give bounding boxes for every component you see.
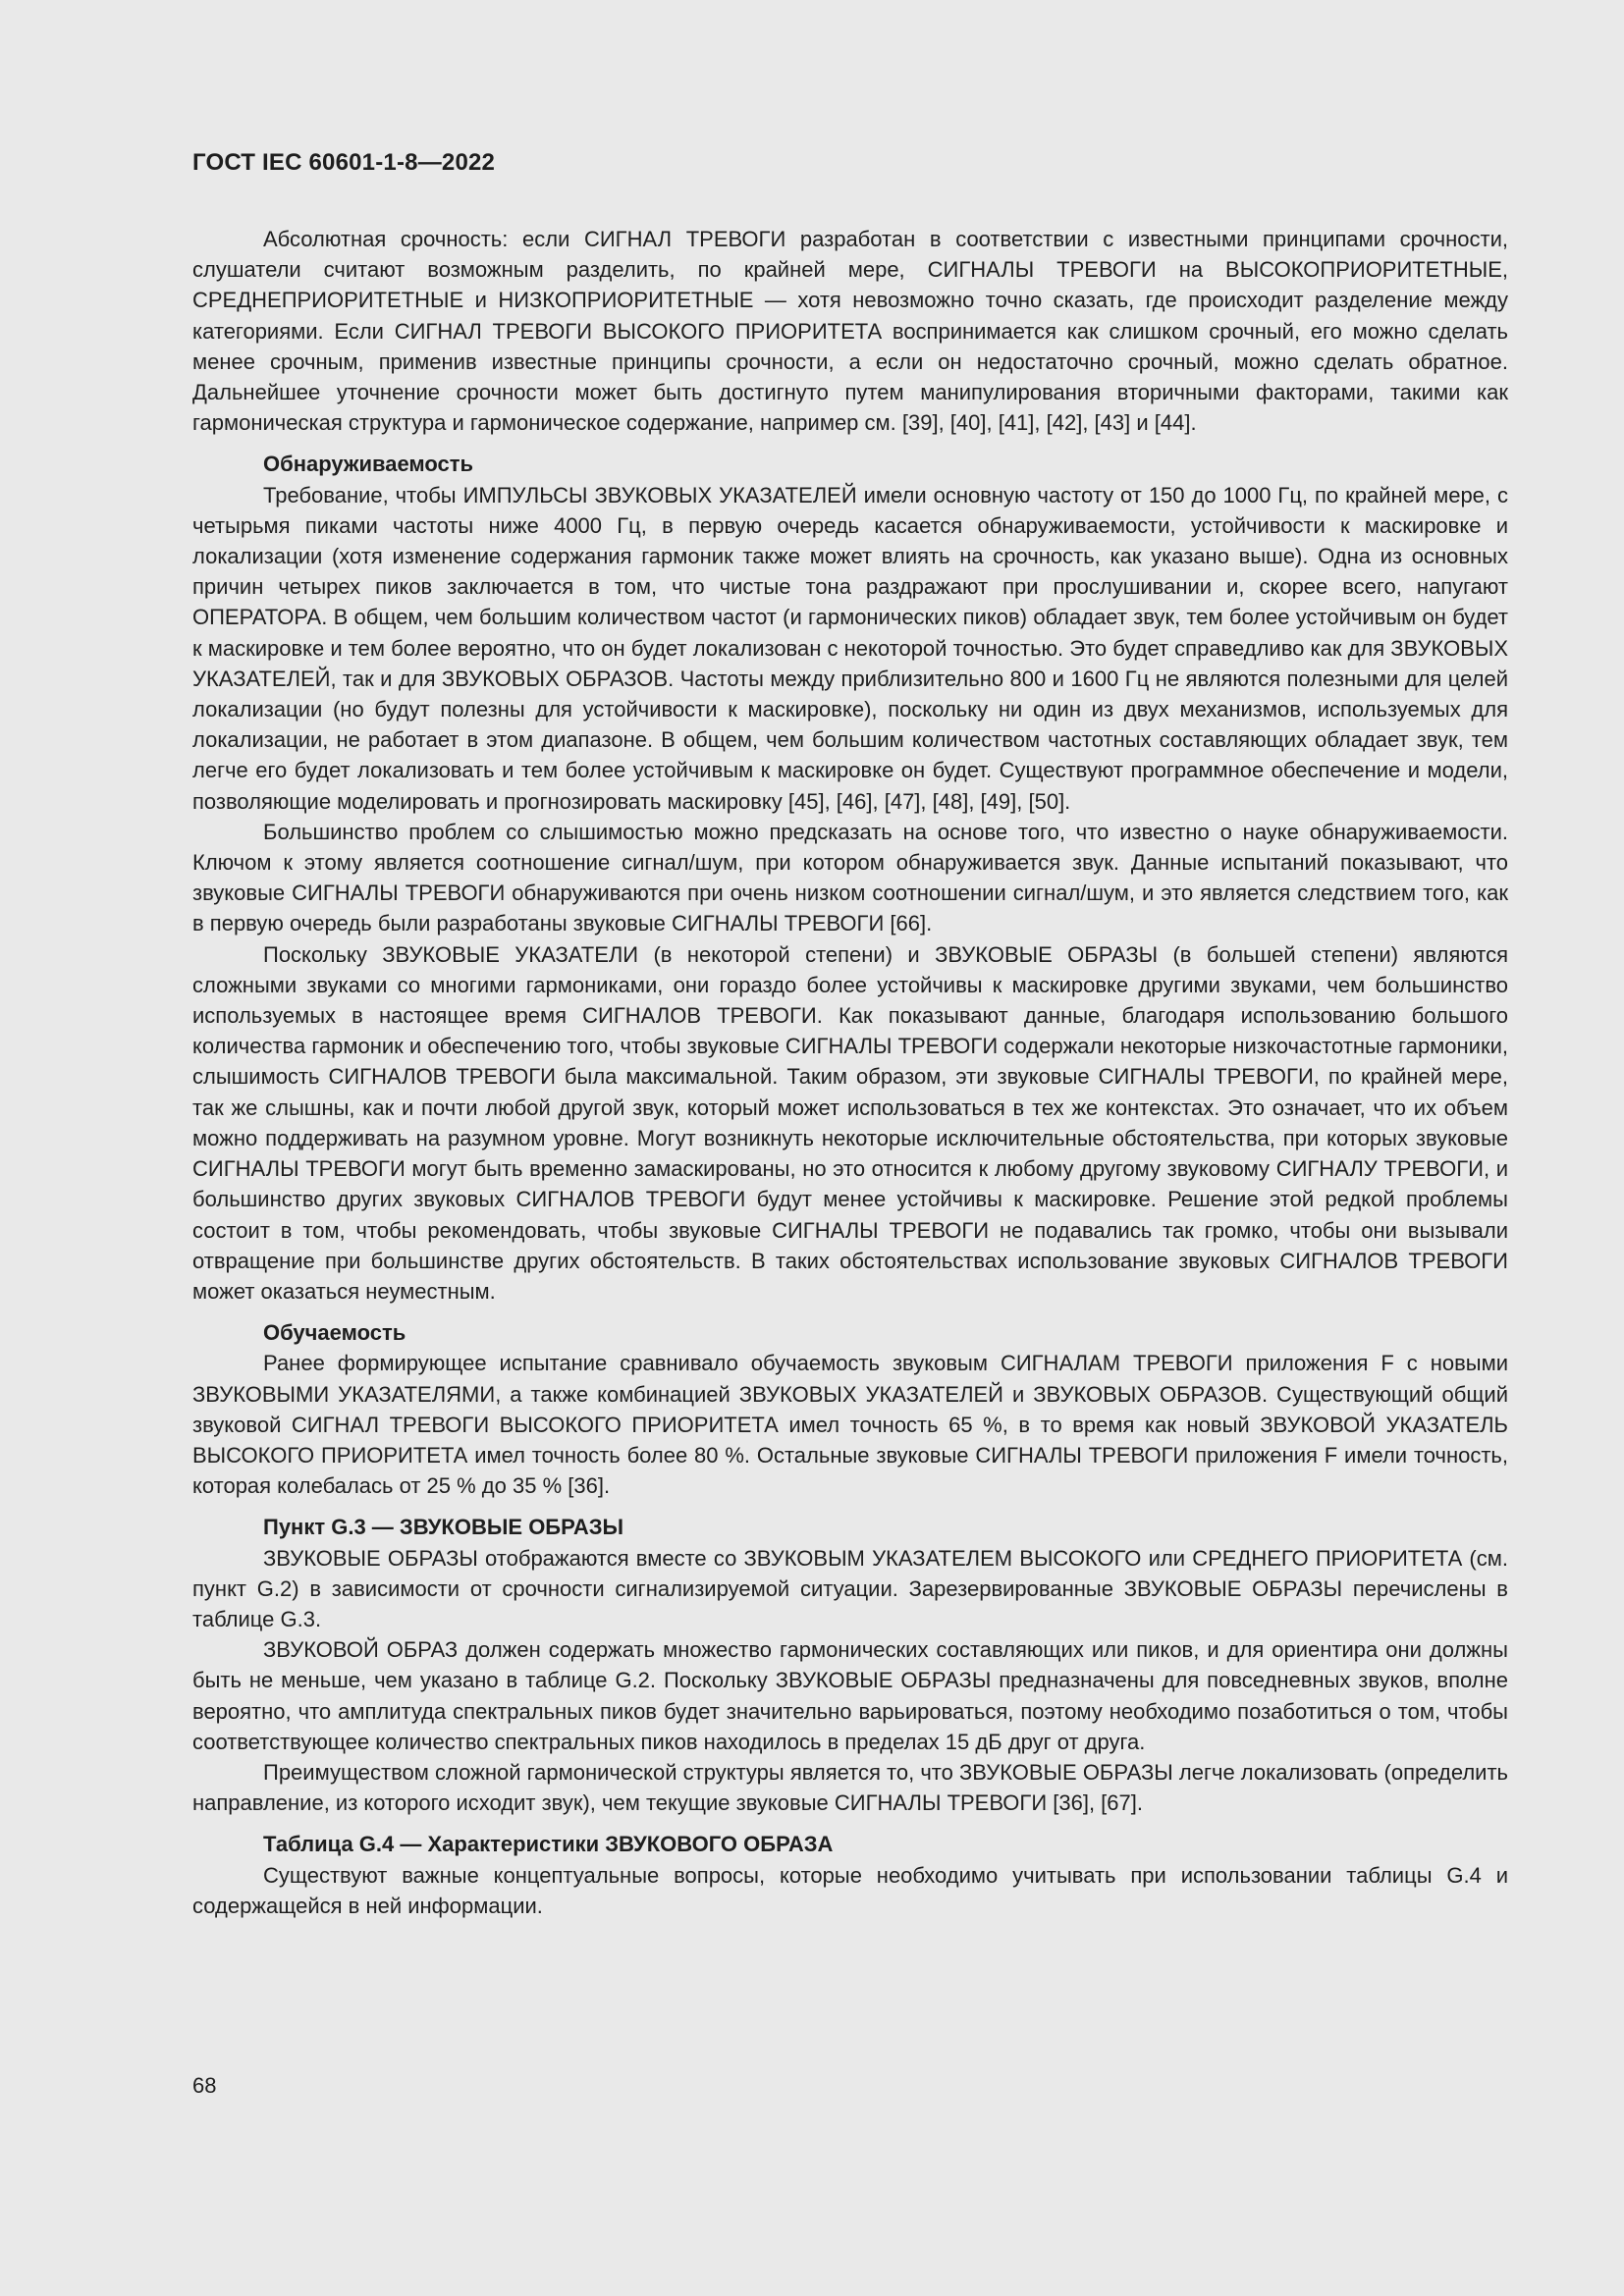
paragraph-masking: Поскольку ЗВУКОВЫЕ УКАЗАТЕЛИ (в некоторой степени) и ЗВУКОВЫЕ ОБРАЗЫ (в большей степени) являются сложными звуками со многими гармониками, они гораздо более устойчивы к маскировке другими звуками, чем большинство используемых в настоящее время СИГНАЛОВ ТРЕВОГИ. Как показывают данные, благодаря использованию большого количества гармоник и обеспечению того, чтобы звуковые СИГНАЛЫ ТРЕВОГИ содержали некоторые низкочастотные гармоники, слышимость СИГНАЛОВ ТРЕВОГИ была максимальной. Таким образом, эти звуковые СИГНАЛЫ ТРЕВОГИ, по крайней мере, так же слышны, как и почти любой другой звук, который может использоваться в тех же контекстах. Это означает, что их объем можно поддерживать на разумном уровне. Могут возникнуть некоторые исключительные обстоятельства, при которых звуковые СИГНАЛЫ ТРЕВОГИ могут быть временно замаскированы, но это относится к любому другому звуковому СИГНАЛУ ТРЕВОГИ, и большинство других звуковых СИГНАЛОВ ТРЕВОГИ будут менее устойчивы к маскировке. Решение этой редкой проблемы состоит в том, чтобы рекомендовать, чтобы звуковые СИГНАЛЫ ТРЕВОГИ не подавались так громко, чтобы они вызывали отвращение при большинстве других обстоятельств. В таких обстоятельствах использование звуковых СИГНАЛОВ ТРЕВОГИ может оказаться неуместным. xyxy=(192,941,1508,1304)
paragraph-urgency: Абсолютная срочность: если СИГНАЛ ТРЕВОГИ разработан в соответствии с известными принципами срочности, слушатели считают возможным разделить, по крайней мере, СИГНАЛЫ ТРЕВОГИ на ВЫСОКОПРИОРИТЕТНЫЕ, СРЕДНЕПРИОРИТЕТНЫЕ и НИЗКОПРИОРИТЕТНЫЕ — хотя невозможно точно сказать, где происходит разделение между категориями. Если СИГНАЛ ТРЕВОГИ ВЫСОКОГО ПРИОРИТЕТА воспринимается как слишком срочный, его можно сделать менее срочным, применив известные принципы срочности, а если он недостаточно срочный, можно сделать обратное. Дальнейшее уточнение срочности может быть достигнуто путем манипулирования вторичными факторами, такими как гармоническая структура и гармоническое содержание, например см. [39], [40], [41], [42], [43] и [44]. xyxy=(192,227,1508,436)
page-number: 68 xyxy=(192,2073,217,2098)
paragraph-auditory-icons-display: ЗВУКОВЫЕ ОБРАЗЫ отображаются вместе со ЗВУКОВЫМ УКАЗАТЕЛЕМ ВЫСОКОГО или СРЕДНЕГО ПРИОРИТЕТА (см. пункт G.2) в зависимости от срочности сигнализируемой ситуации. Зарезервированные ЗВУКОВЫЕ ОБРАЗЫ перечислены в таблице G.3. xyxy=(192,1545,1508,1631)
paragraph-localization: Преимуществом сложной гармонической структуры является то, что ЗВУКОВЫЕ ОБРАЗЫ легче локализовать (определить направление, из которого исходит звук), чем текущие звуковые СИГНАЛЫ ТРЕВОГИ [36], [67]. xyxy=(192,1759,1508,1816)
paragraph-auditory-icon-harmonics: ЗВУКОВОЙ ОБРАЗ должен содержать множество гармонических составляющих или пиков, и для ориентира они должны быть не меньше, чем указано в таблице G.2. Поскольку ЗВУКОВЫЕ ОБРАЗЫ предназначены для повседневных звуков, вполне вероятно, что амплитуда спектральных пиков будет значительно варьироваться, поэтому необходимо позаботиться о том, чтобы соответствующее количество спектральных пиков находилось в пределах 15 дБ друг от друга. xyxy=(192,1637,1508,1754)
paragraph-audibility: Большинство проблем со слышимостью можно предсказать на основе того, что известно о науке обнаруживаемости. Ключом к этому является соотношение сигнал/шум, при котором обнаруживается звук. Данные испытаний показывают, что звуковые СИГНАЛЫ ТРЕВОГИ обнаруживаются при очень низком соотношении сигнал/шум, и это является следствием того, как в первую очередь были разработаны звуковые СИГНАЛЫ ТРЕВОГИ [66]. xyxy=(192,819,1508,936)
paragraph-learnability: Ранее формирующее испытание сравнивало обучаемость звуковым СИГНАЛАМ ТРЕВОГИ приложения F с новыми ЗВУКОВЫМИ УКАЗАТЕЛЯМИ, а также комбинацией ЗВУКОВЫХ УКАЗАТЕЛЕЙ и ЗВУКОВЫХ ОБРАЗОВ. Существующий общий звуковой СИГНАЛ ТРЕВОГИ ВЫСОКОГО ПРИОРИТЕТА имел точность 65 %, в то время как новый ЗВУКОВОЙ УКАЗАТЕЛЬ ВЫСОКОГО ПРИОРИТЕТА имел точность более 80 %. Остальные звуковые СИГНАЛЫ ТРЕВОГИ приложения F имели точность, которая колебалась от 25 % до 35 % [36]. xyxy=(192,1351,1508,1499)
heading-learnability: Обучаемость xyxy=(263,1320,406,1346)
heading-detectability: Обнаруживаемость xyxy=(263,452,474,477)
document-body xyxy=(192,224,1508,1921)
paragraph-table-g4-issues: Существуют важные концептуальные вопросы, которые необходимо учитывать при использовании таблицы G.4 и содержащейся в ней информации. xyxy=(192,1862,1508,1918)
document-header: ГОСТ IEC 60601-1-8—2022 xyxy=(192,149,496,176)
heading-clause-g3: Пункт G.3 — ЗВУКОВЫЕ ОБРАЗЫ xyxy=(263,1515,624,1540)
heading-table-g4: Таблица G.4 — Характеристики ЗВУКОВОГО ОБРАЗА xyxy=(263,1832,834,1857)
paragraph-detectability-requirement: Требование, чтобы ИМПУЛЬСЫ ЗВУКОВЫХ УКАЗАТЕЛЕЙ имели основную частоту от 150 до 1000 Гц, по крайней мере, с четырьмя пиками частоты ниже 4000 Гц, в первую очередь касается обнаруживаемости, устойчивости к маскировке и локализации (хотя изменение содержания гармоник также может влиять на срочность, как указано выше). Одна из основных причин четырех пиков заключается в том, что чистые тона раздражают при прослушивании и, скорее всего, напугают ОПЕРАТОРА. В общем, чем большим количеством частот (и гармонических пиков) обладает звук, тем более устойчивым он будет к маскировке и тем более вероятно, что он будет локализован с некоторой точностью. Это будет справедливо как для ЗВУКОВЫХ УКАЗАТЕЛЕЙ, так и для ЗВУКОВЫХ ОБРАЗОВ. Частоты между приблизительно 800 и 1600 Гц не являются полезными для целей локализации (но будут полезны для устойчивости к маскировке), поскольку ни один из двух механизмов, используемых для локализации, не работает в этом диапазоне. В общем, чем большим количеством частотных составляющих обладает звук, тем легче его будет локализовать и тем более устойчивым к маскировке он будет. Существуют программное обеспечение и модели, позволяющие моделировать и прогнозировать маскировку [45], [46], [47], [48], [49], [50]. xyxy=(192,482,1508,814)
